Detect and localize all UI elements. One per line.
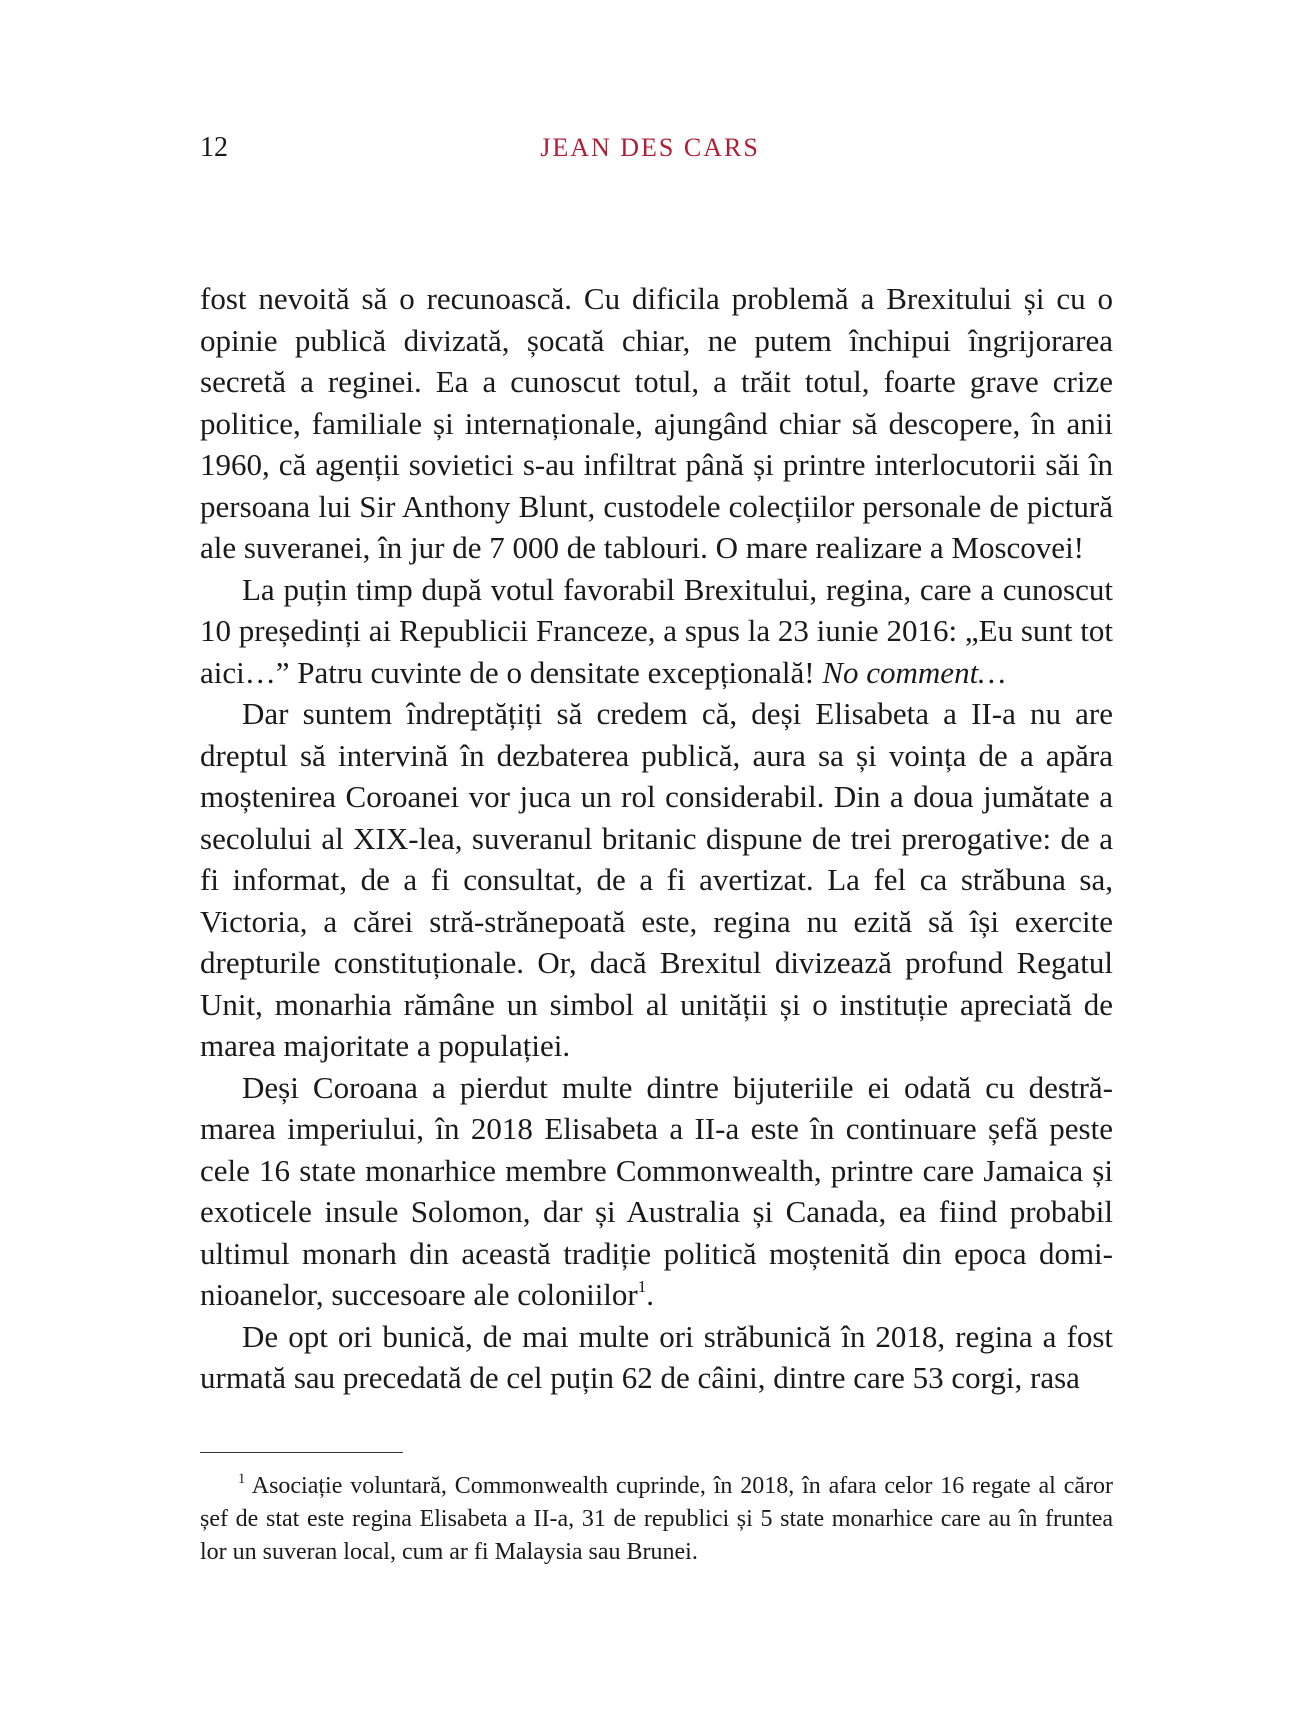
paragraph-text-end: . [646, 1277, 655, 1312]
paragraph [200, 278, 1113, 569]
footnote-text: Asociație voluntară, Commonwealth cuprinde, în 2018, în afara celor 16 regate al căror șef de stat este regina Elisabeta a II-a, 31 de republici și 5 state monarhice care au în fruntea lor un suveran local, cum ar fi Malaysia sau Brunei. [200, 1473, 1113, 1565]
paragraph [200, 693, 1113, 1067]
paragraph-text: De opt ori bunică, de mai multe ori străbunică în 2018, regina a fost urmată sau precedată de cel puțin 62 de câini, dintre care 53 corgi, rasa [200, 1318, 1113, 1395]
page-number: 12 [200, 132, 228, 163]
footnote-separator [200, 1452, 403, 1453]
italic-phrase: No comment… [822, 654, 1006, 690]
footnote-reference[interactable]: 1 [637, 1277, 647, 1297]
footnote-marker: 1 [238, 1470, 246, 1487]
body-text [200, 278, 1113, 1399]
running-head: JEAN DES CARS [540, 133, 760, 162]
paragraph-text: Deși Coroana a pierdut multe dintre bijuteriile ei odată cu destrămarea imperiului, în 2018 Elisabeta a II-a este în continuare șefă peste cele 16 state monarhice membre Commonwealth, printre care Jamaica și exoticele insule Solomon, dar și Australia și Canada, ea fiind probabil ultimul monarh din această tradiție politică moștenită din epoca dominioanelor, succesoare ale coloniilor [200, 1069, 1113, 1312]
paragraph [200, 1067, 1113, 1316]
paragraph-text: Dar suntem îndreptățiți să credem că, deși Elisabeta a II-a nu are dreptul să intervină în dezbaterea publică, aura sa și voința de a apăra moștenirea Coroanei vor juca un rol considerabil. Din a doua jumătate a secolului al XIX-lea, suveranul britanic dispune de trei prerogative: de a fi informat, de a fi consultat, de a fi avertizat. La fel ca străbuna sa, Victoria, a cărei stră-strănepoată este, regina nu ezită să își exercite drepturile constituționale. Or, dacă Brexitul divizează profund Regatul Unit, monarhia rămâne un simbol al unității și o instituție apreciată de marea majoritate a populației. [200, 696, 1113, 1063]
footnote [200, 1470, 1113, 1569]
paragraph-text: La puțin timp după votul favorabil Brexitului, regina, care a cunoscut 10 președinți ai Republicii Franceze, a spus la 23 iunie 2016: „Eu sunt tot aici…” Patru cuvinte de o densitate excepțională! [200, 571, 1113, 690]
paragraph-text: fost nevoită să o recunoască. Cu dificila problemă a Brexitului și cu o opinie publică divizată, șocată chiar, ne putem închipui îngrijorarea secretă a reginei. Ea a cunoscut totul, a trăit totul, foarte grave crize politice, familiale și internaționale, ajungând chiar să descopere, în anii 1960, că agenții sovietici s-au infiltrat până și printre interlocutorii săi în persoana lui Sir Anthony Blunt, custodele colecțiilor personale de pictură ale suveranei, în jur de 7 000 de tablouri. O mare realizare a Moscovei! [200, 281, 1113, 565]
paragraph [200, 1316, 1113, 1399]
paragraph [200, 569, 1113, 694]
